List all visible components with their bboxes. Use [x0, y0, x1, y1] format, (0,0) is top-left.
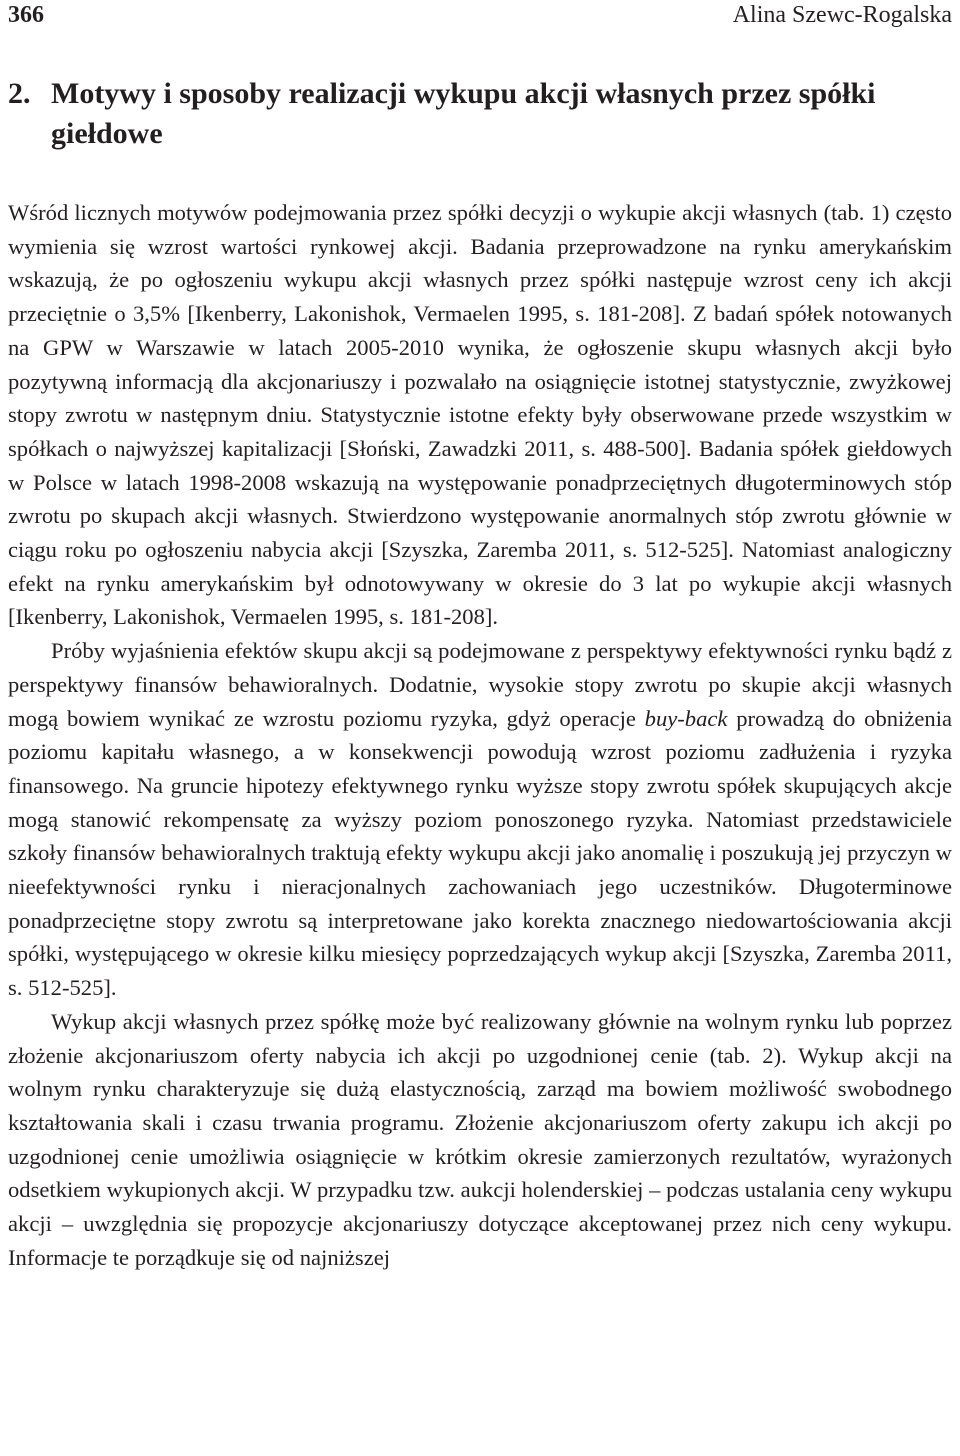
- paragraph-1: Wśród licznych motywów podejmowania przez spółki decyzji o wykupie akcji własnych (tab. 1) często wymienia się wzrost wartości rynkowej akcji. Badania przeprowadzone na rynku amerykańskim wskazują, że po ogłoszeniu wykupu akcji własnych przez spółki następuje wzrost ceny ich akcji przeciętnie o 3,5% [Ikenberry, Lakonishok, Vermaelen 1995, s. 181-208]. Z badań spółek notowanych na GPW w Warszawie w latach 2005-2010 wynika, że ogłoszenie skupu własnych akcji było pozytywną informacją dla akcjonariuszy i pozwalało na osiągnięcie istotnej statystycznie, zwyżkowej stopy zwrotu w następnym dniu. Statystycznie istotne efekty były obserwowane przede wszystkim w spółkach o najwyższej kapitalizacji [Słoński, Zawadzki 2011, s. 488-500]. Badania spółek giełdowych w Polsce w latach 1998-2008 wskazują na występowanie ponadprzeciętnych długoterminowych stóp zwrotu po skupach akcji własnych. Stwierdzono występowanie anormalnych stóp zwrotu głównie w ciągu roku po ogłoszeniu nabycia akcji [Szyszka, Zaremba 2011, s. 512-525]. Natomiast analogiczny efekt na rynku amerykańskim był odnotowywany w okresie do 3 lat po wykupie akcji własnych [Ikenberry, Lakonishok, Vermaelen 1995, s. 181-208].: [8, 200, 952, 630]
- running-head-author: Alina Szewc-Rogalska: [732, 2, 952, 28]
- section-heading: [8, 74, 952, 154]
- page-number: 366: [8, 2, 44, 28]
- body-text: [8, 196, 952, 1308]
- term-buy-back: buy-back: [644, 705, 728, 731]
- page: [8, 0, 952, 1308]
- section-title: Motywy i sposoby realizacji wykupu akcji własnych przez spółki giełdowe: [51, 77, 876, 150]
- running-head: [8, 0, 952, 36]
- section-number: 2.: [8, 77, 31, 110]
- paragraph-2-text-before-term: Próby wyjaśnienia efektów skupu akcji są podejmowane z perspektywy efektywności rynku bądź z perspektywy finansów behawioralnych. Dodatnie, wysokie stopy zwrotu po skupie akcji własnych mogą bowiem wynikać ze wzrostu poziomu ryzyka, gdyż operacje: [8, 638, 952, 731]
- paragraph-3: Wykup akcji własnych przez spółkę może być realizowany głównie na wolnym rynku lub poprzez złożenie akcjonariuszom oferty nabycia ich akcji po uzgodnionej cenie (tab. 2). Wykup akcji na wolnym rynku charakteryzuje się dużą elastycznością, zarząd ma bowiem możliwość swobodnego kształtowania skali i czasu trwania programu. Złożenie akcjonariuszom oferty zakupu ich akcji po uzgodnionej cenie umożliwia osiągnięcie w krótkim okresie zamierzonych rezultatów, wyrażonych odsetkiem wykupionych akcji. W przypadku tzw. aukcji holenderskiej – podczas ustalania ceny wykupu akcji – uwzględnia się propozycje akcjonariuszy dotyczące akceptowanej przez nich ceny wykupu. Informacje te porządkuje się od najniższej: [8, 1008, 952, 1270]
- paragraph-2: [8, 634, 952, 1005]
- paragraph-2-text-after-term: prowadzą do obniżenia poziomu kapitału własnego, a w konsekwencji powodują wzrost poziomu zadłużenia i ryzyka finansowego. Na gruncie hipotezy efektywnego rynku wyższe stopy zwrotu spółek skupujących akcje mogą stanowić rekompensatę za wyższy poziom ponoszonego ryzyka. Natomiast przedstawiciele szkoły finansów behawioralnych traktują efekty wykupu akcji jako anomalię i poszukują jej przyczyn w nieefektywności rynku i nieracjonalnych zachowaniach jego uczestników. Długoterminowe ponadprzeciętne stopy zwrotu są interpretowane jako korekta znacznego niedowartościowania akcji spółki, występującego w okresie kilku miesięcy poprzedzających wykup akcji [Szyszka, Zaremba 2011, s. 512-525].: [8, 705, 952, 1001]
